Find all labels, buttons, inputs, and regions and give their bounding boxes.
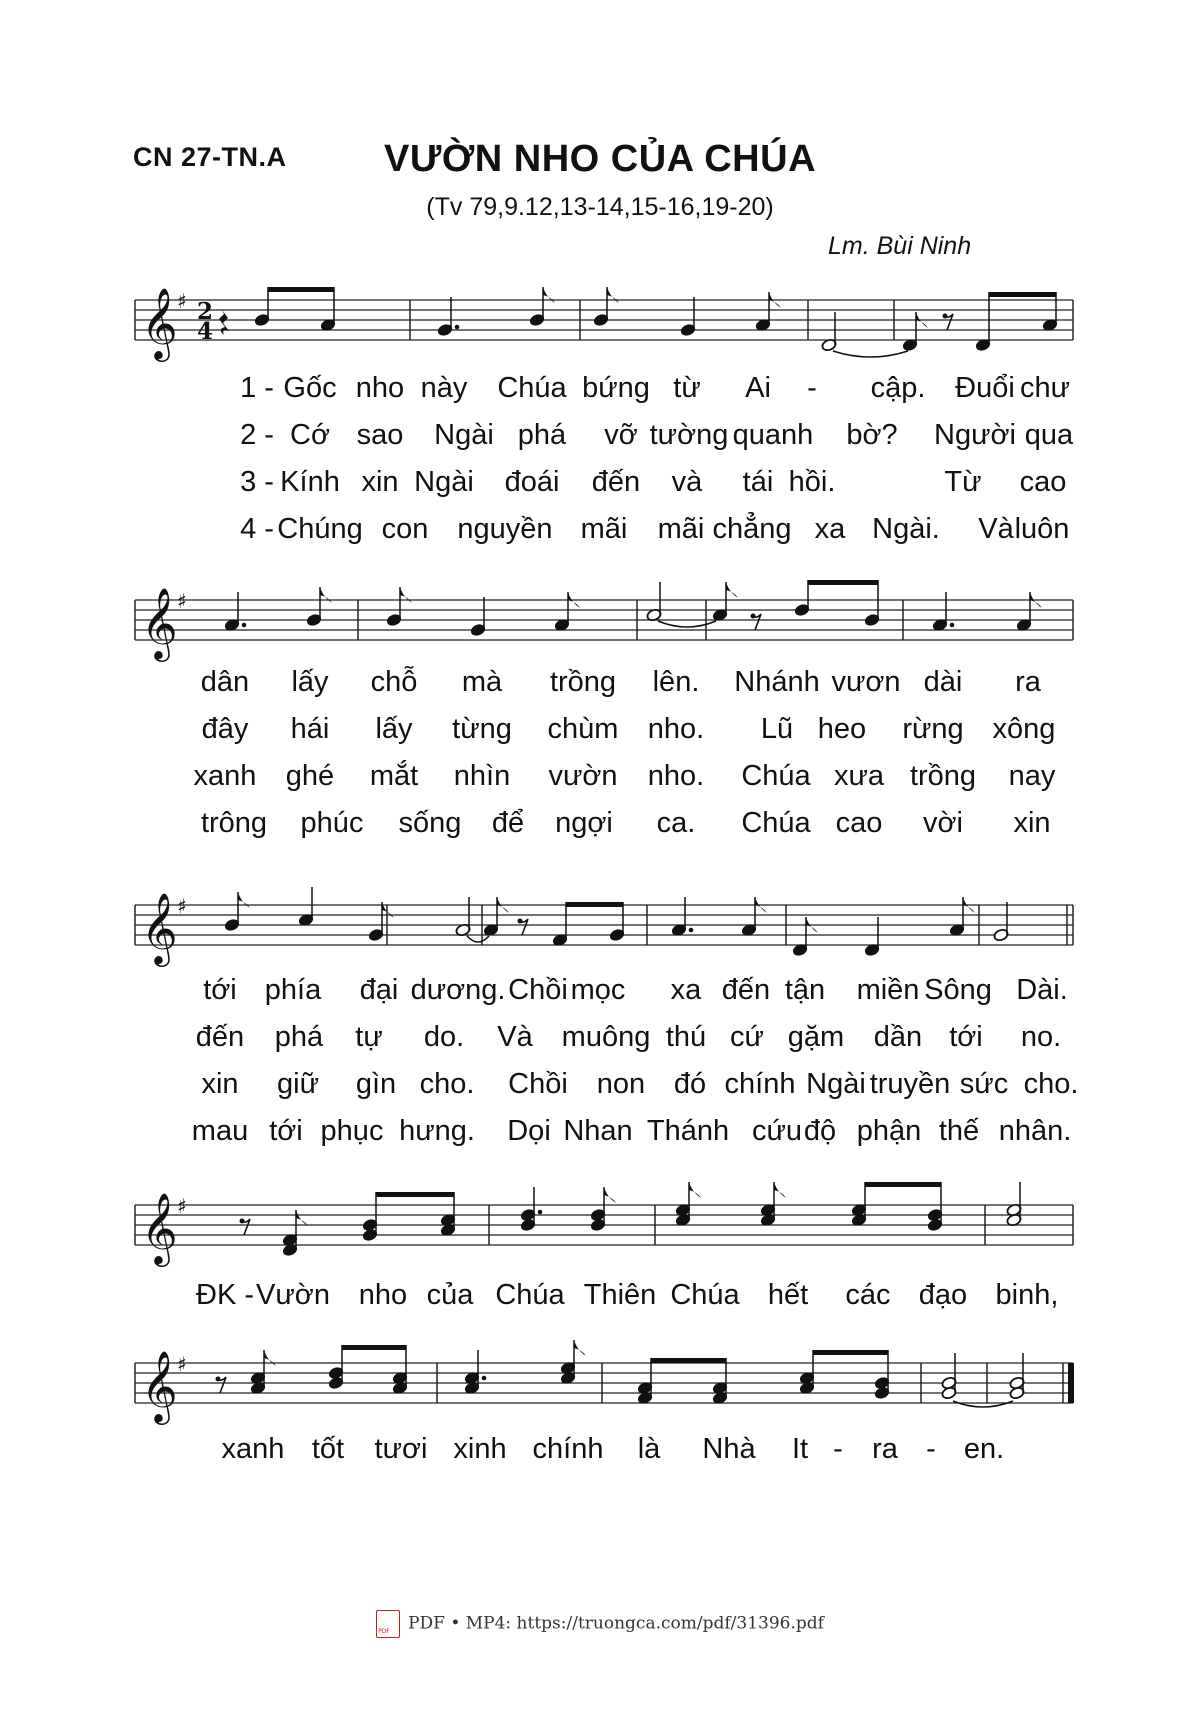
lyric-syllable: phá [274,1021,324,1053]
lyric-syllable: cao [1019,466,1067,498]
lyric-syllable: đến [195,1021,245,1053]
lyric-syllable: Kính [280,466,340,498]
beam [651,1358,726,1363]
lyric-syllable: 1 - [240,372,274,404]
lyric-syllable: cập. [870,372,926,404]
lyric-syllable: Đuổi [955,372,1015,404]
lyric-syllable: no. [1020,1021,1062,1053]
lyric-syllable: trông [200,807,268,839]
lyric-syllable: qua [1024,419,1074,451]
lyric-syllable: xanh [193,760,257,792]
lyric-syllable: hồi. [788,466,836,498]
beam [989,292,1056,297]
composer: Lm. Bùi Ninh [828,232,972,260]
dot [538,1210,543,1215]
treble-clef-icon: 𝄞 [141,286,178,359]
lyric-syllable: Chúa [497,372,567,404]
lyric-syllable: It [791,1433,809,1465]
lyric-syllable: Chúa [495,1279,565,1311]
lyric-syllable: Thiên [583,1279,657,1311]
lyric-syllable: đại [359,974,399,1006]
song-code: CN 27-TN.A [133,142,287,172]
lyric-syllable: sao [356,419,404,451]
lyric-line [0,1279,1200,1327]
lyric-syllable: phá [517,419,567,451]
lyric-line [0,372,1200,420]
lyric-syllable: mọc [570,974,626,1006]
lyric-syllable: Dài. [1016,974,1068,1006]
lyric-syllable: nhìn [453,760,511,792]
lyric-syllable: trồng [549,666,617,698]
lyric-syllable: này [420,372,468,404]
lyric-syllable: phục [320,1115,384,1147]
lyric-line [0,1068,1200,1116]
lyric-syllable: - [807,372,817,404]
lyric-line [0,513,1200,561]
lyric-syllable: nho [358,1279,408,1311]
lyric-syllable: Và [497,1021,533,1053]
lyric-syllable: 2 - [240,419,274,451]
lyric-syllable: con [381,513,429,545]
lyric-syllable: sức [959,1068,1009,1100]
lyric-syllable: lấy [291,666,329,698]
lyric-syllable: Chúa [741,760,811,792]
lyric-syllable: chỗ [370,666,418,698]
lyric-syllable: dài [923,666,963,698]
lyric-syllable: nhân. [998,1115,1072,1147]
footer-text[interactable]: PDF • MP4: https://truongca.com/pdf/31396.pdf [408,1613,824,1634]
lyric-syllable: Cớ [290,419,330,451]
lyric-syllable: là [637,1433,661,1465]
lyric-syllable: thế [938,1115,980,1147]
lyric-syllable: Vườn [256,1279,330,1311]
lyric-syllable: Nhan [563,1115,633,1147]
sharp-icon: ♯ [177,289,187,313]
time-signature-top: 2 [197,298,214,325]
lyric-syllable: của [426,1279,474,1311]
lyric-syllable: cứu [751,1115,803,1147]
lyric-syllable: nguyền [457,513,553,545]
lyric-line [0,713,1200,761]
lyric-line [0,974,1200,1022]
lyric-syllable: tái [742,466,774,498]
lyric-syllable: vườn [548,760,618,792]
lyric-syllable: tường [649,419,729,451]
lyric-syllable: nay [1008,760,1056,792]
lyric-syllable: chùm [547,713,619,745]
lyric-syllable: chính [724,1068,796,1100]
lyric-syllable: xin [361,466,399,498]
dot [689,928,694,933]
lyric-syllable: ra [872,1433,898,1465]
lyric-syllable: sống [398,807,462,839]
dot [950,623,955,628]
lyric-syllable: mãi [580,513,628,545]
lyric-syllable: xa [670,974,702,1006]
lyric-syllable: Gốc [283,372,337,404]
lyric-syllable: Người [934,419,1016,451]
lyric-syllable: Dọi [507,1115,551,1147]
lyric-syllable: ĐK - [196,1279,254,1311]
tie [833,351,908,357]
lyric-syllable: 4 - [240,513,274,545]
lyric-syllable: thú [665,1021,707,1053]
final-barline [1068,1363,1074,1403]
lyric-syllable: Thánh [646,1115,730,1147]
lyric-syllable: mà [461,666,503,698]
lyric-syllable: - [926,1433,936,1465]
beam [813,1350,888,1355]
lyric-syllable: tới [203,974,237,1006]
lyric-syllable: phía [264,974,322,1006]
lyric-syllable: bờ? [846,419,898,451]
lyric-syllable: xinh [453,1433,507,1465]
lyric-syllable: chẳng [712,513,792,545]
lyric-syllable: luôn [1014,513,1070,545]
lyric-syllable: Ngài [434,419,494,451]
lyric-syllable: Chúa [670,1279,740,1311]
sharp-icon: ♯ [177,1352,187,1376]
lyric-syllable: cao [835,807,883,839]
lyric-syllable: mau [191,1115,249,1147]
lyric-syllable: xin [201,1068,239,1100]
note-flag [604,1187,616,1203]
lyric-line [0,1115,1200,1163]
lyric-syllable: độ [803,1115,837,1147]
lyric-syllable: lên. [652,666,700,698]
lyric-syllable: ca. [656,807,696,839]
lyric-syllable: hết [767,1279,809,1311]
lyric-syllable: Lũ [760,713,794,745]
lyric-syllable: Ngài [414,466,474,498]
lyric-syllable: hưng. [399,1115,475,1147]
lyric-syllable: dân [200,666,250,698]
eighth-rest-stroke [218,1377,226,1393]
lyric-syllable: đến [721,974,771,1006]
lyric-line [0,1433,1200,1481]
lyric-syllable: chính [532,1433,604,1465]
lyric-syllable: đây [201,713,249,745]
lyric-syllable: xa [814,513,846,545]
lyric-syllable: mắt [369,760,419,792]
lyric-line [0,760,1200,808]
lyric-syllable: từng [452,713,512,745]
lyric-syllable: xông [992,713,1056,745]
time-signature-bottom: 4 [197,318,214,345]
lyric-syllable: ngợi [555,807,613,839]
staff-system-2 [0,555,1200,665]
treble-clef-icon: 𝄞 [141,586,178,659]
lyric-syllable: Từ [944,466,982,498]
lyric-syllable: cho. [419,1068,475,1100]
lyric-syllable: gìn [355,1068,397,1100]
staff-system-1 [0,255,1200,365]
lyric-syllable: tận [784,974,826,1006]
lyric-syllable: en. [963,1433,1005,1465]
note-flag [774,1182,786,1198]
eighth-rest-stroke [753,614,761,630]
psalm-reference: (Tv 79,9.12,13-14,15-16,19-20) [426,193,774,221]
note-flag [726,582,738,598]
lyric-line [0,466,1200,514]
lyric-syllable: các [845,1279,891,1311]
lyric-syllable: tự [355,1021,383,1053]
lyric-syllable: giữ [277,1068,319,1100]
lyric-syllable: từ [673,372,701,404]
lyric-syllable: muông [561,1021,651,1053]
lyric-syllable: đó [673,1068,707,1100]
lyric-syllable: xanh [221,1433,285,1465]
quarter-rest-icon [219,310,229,335]
beam [268,287,334,292]
lyric-syllable: Sông [924,974,992,1006]
lyric-syllable: Chúng [277,513,363,545]
lyric-syllable: tốt [311,1433,345,1465]
lyric-syllable: - [833,1433,843,1465]
eighth-rest-stroke [242,1219,250,1235]
lyric-syllable: mãi [657,513,705,545]
lyric-syllable: Ngài. [872,513,940,545]
lyric-syllable: Nhà [702,1433,756,1465]
treble-clef-icon: 𝄞 [141,1191,178,1264]
lyric-syllable: ra [1015,666,1041,698]
lyric-syllable: ghé [285,760,335,792]
lyric-syllable: đạo [918,1279,968,1311]
note-flag [689,1182,701,1198]
lyric-syllable: xin [1013,807,1051,839]
tie [658,621,716,627]
lyric-syllable: tươi [374,1433,428,1465]
lyric-line [0,666,1200,714]
footer-link[interactable] [0,1610,1200,1638]
lyric-line [0,419,1200,467]
lyric-syllable: phúc [300,807,364,839]
lyric-syllable: Và [978,513,1014,545]
lyric-syllable: miền [856,974,920,1006]
pdf-icon [376,1610,400,1638]
lyric-syllable: nho [355,372,405,404]
lyric-syllable: trồng [909,760,977,792]
beam [566,902,623,907]
note-flag [574,1340,586,1356]
dot [482,1376,487,1381]
lyric-syllable: xưa [833,760,885,792]
lyric-syllable: truyền [869,1068,951,1100]
lyric-syllable: Chúa [741,807,811,839]
lyric-syllable: binh, [995,1279,1059,1311]
staff-system-5 [0,1318,1200,1428]
lyric-syllable: gặm [787,1021,845,1053]
dot [242,623,247,628]
beam [342,1345,406,1350]
lyric-syllable: phận [856,1115,922,1147]
lyric-syllable: Ai [745,372,771,404]
lyric-syllable: nho. [647,713,705,745]
lyric-syllable: non [596,1068,646,1100]
lyric-syllable: chư [1019,372,1071,404]
lyric-line [0,807,1200,855]
lyric-syllable: cứ [730,1021,764,1053]
lyric-syllable: cho. [1023,1068,1079,1100]
beam [376,1192,454,1197]
sharp-icon: ♯ [177,589,187,613]
lyric-syllable: heo [817,713,867,745]
treble-clef-icon: 𝄞 [141,891,178,964]
lyric-syllable: tới [949,1021,983,1053]
lyric-syllable: đoái [504,466,560,498]
lyric-syllable: Chồi [508,974,568,1006]
lyric-syllable: Chồi [508,1068,568,1100]
staff-system-4 [0,1160,1200,1270]
lyric-syllable: bứng [582,372,650,404]
lyric-syllable: do. [423,1021,465,1053]
lyric-syllable: rừng [902,713,964,745]
lyric-syllable: Nhánh [734,666,820,698]
lyric-syllable: vời [923,807,963,839]
beam [808,580,878,585]
dot [455,325,460,330]
note-flag [296,1210,308,1226]
tie [467,936,489,942]
lyric-syllable: dần [873,1021,923,1053]
song-title: VƯỜN NHO CỦA CHÚA [383,138,817,180]
beam [865,1182,941,1187]
sharp-icon: ♯ [177,894,187,918]
lyric-syllable: đến [591,466,641,498]
lyric-syllable: lấy [375,713,413,745]
eighth-rest-stroke [520,919,528,935]
treble-clef-icon: 𝄞 [141,1349,178,1422]
lyric-syllable: quanh [732,419,814,451]
eighth-rest-stroke [945,314,953,330]
sharp-icon: ♯ [177,1194,187,1218]
lyric-syllable: vỡ [604,419,638,451]
lyric-syllable: 3 - [240,466,274,498]
lyric-syllable: dương. [410,974,506,1006]
lyric-syllable: để [491,807,525,839]
lyric-syllable: nho. [647,760,705,792]
staff-system-3 [0,860,1200,970]
tie [953,1401,1013,1407]
lyric-line [0,1021,1200,1069]
lyric-syllable: và [671,466,703,498]
lyric-syllable: hái [290,713,330,745]
lyric-syllable: tới [269,1115,303,1147]
lyric-syllable: Ngài [806,1068,866,1100]
lyric-syllable: vươn [831,666,901,698]
